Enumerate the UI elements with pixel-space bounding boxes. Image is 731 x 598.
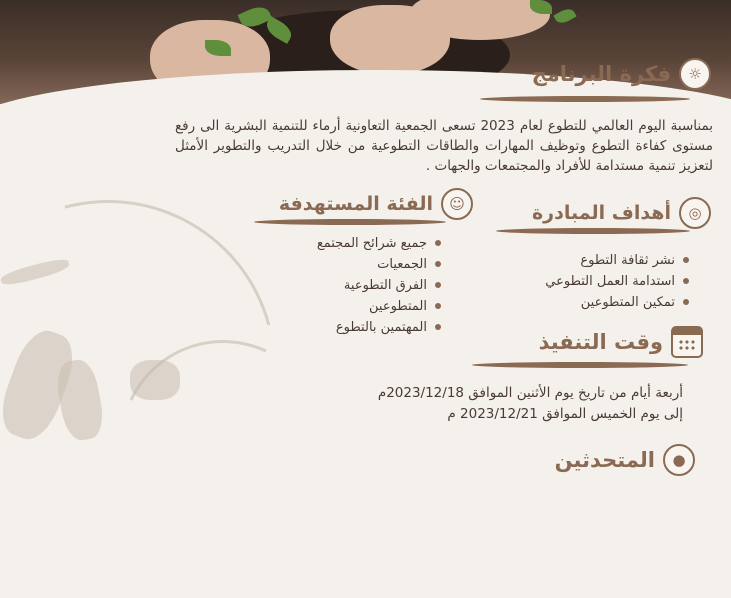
audience-list (273, 233, 443, 338)
speakers-heading (555, 444, 695, 476)
program-description: بمناسبة اليوم العالمي للتطوع لعام 2023 تسعى الجمعية التعاونية أرماء للتنمية البشرية الى رفع مستوى كفاءة التطوع وتوظيف المهارات والطاقات التطوعية من خلال التدريب والتطوير الأمثل لتعزيز تنمية مستدامة للأفراد والمجتمعات والجهات . (175, 118, 714, 174)
schedule-heading (539, 326, 703, 358)
audience-underline (254, 219, 446, 225)
list-item: تمكين المتطوعين (471, 292, 691, 313)
calendar-icon (671, 326, 703, 358)
target-icon: ◎ (679, 197, 711, 229)
speaker-icon: ● (663, 444, 695, 476)
program-title: فكرة البرنامج (531, 62, 671, 86)
goals-title: أهداف المبادرة (531, 202, 671, 224)
schedule-line-1: أربعة أيام من تاريخ يوم الأثنين الموافق 2023/12/18م (377, 385, 683, 401)
lightbulb-icon: ☼ (679, 58, 711, 90)
speakers-title: المتحدثين (554, 448, 655, 472)
schedule-underline (472, 362, 688, 368)
list-item: استدامة العمل التطوعي (471, 271, 691, 292)
program-heading (532, 58, 711, 90)
list-item: نشر ثقافة التطوع (471, 250, 691, 271)
plant-leaf (553, 6, 576, 26)
goals-list (471, 250, 691, 313)
group-icon: ☺ (441, 188, 473, 220)
schedule-line-2: إلى يوم الخميس الموافق 2023/12/21 م (447, 406, 683, 422)
list-item: جميع شرائح المجتمع (273, 233, 443, 254)
list-item: الفرق التطوعية (273, 275, 443, 296)
program-underline (480, 96, 690, 102)
list-item: المتطوعين (273, 296, 443, 317)
list-item: الجمعيات (273, 254, 443, 275)
decorative-brush-stroke (130, 360, 180, 400)
schedule-title: وقت التنفيذ (538, 330, 663, 354)
audience-title: الفئة المستهدفة (278, 193, 433, 215)
goals-underline (496, 228, 690, 234)
audience-heading (279, 188, 473, 220)
list-item: المهتمين بالتطوع (273, 317, 443, 338)
goals-heading (532, 197, 711, 229)
